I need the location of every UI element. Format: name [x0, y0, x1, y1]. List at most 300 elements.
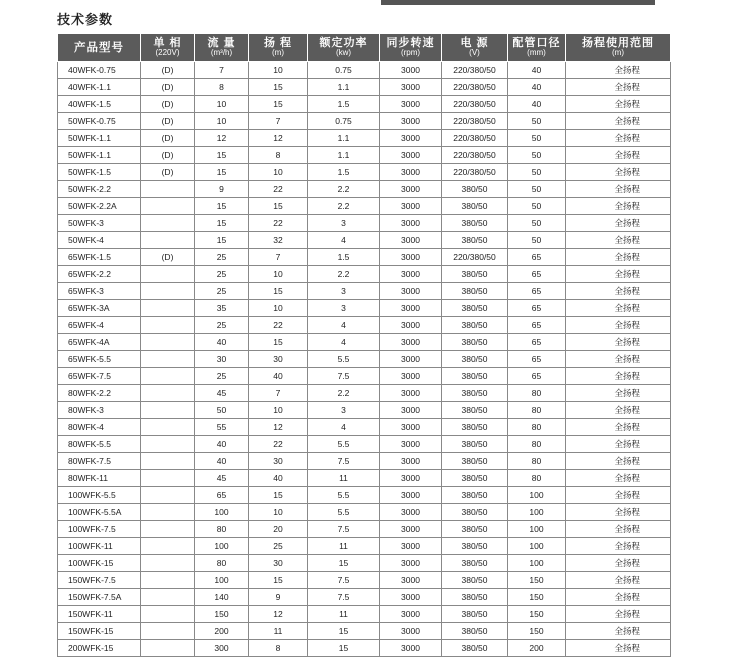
- col-header-power-supply-label: 电 源: [460, 36, 489, 49]
- flow-cell: 80: [195, 555, 249, 572]
- model-cell: 65WFK-3: [58, 283, 141, 300]
- table-row: [58, 521, 671, 538]
- table-row: [58, 470, 671, 487]
- power-supply-cell: 380/50: [442, 419, 508, 436]
- flow-cell: 25: [195, 249, 249, 266]
- head-cell: 11: [249, 623, 308, 640]
- power-supply-cell: 380/50: [442, 572, 508, 589]
- head-cell: 22: [249, 181, 308, 198]
- speed-cell: 3000: [380, 317, 442, 334]
- power-cell: 15: [308, 555, 380, 572]
- head-range-cell: 全扬程: [566, 385, 671, 402]
- table-row: [58, 402, 671, 419]
- model-cell: 40WFK-1.5: [58, 96, 141, 113]
- head-range-cell: 全扬程: [566, 521, 671, 538]
- speed-cell: 3000: [380, 470, 442, 487]
- power-supply-cell: 380/50: [442, 470, 508, 487]
- speed-cell: 3000: [380, 436, 442, 453]
- flow-cell: 10: [195, 113, 249, 130]
- head-cell: 10: [249, 504, 308, 521]
- power-cell: 1.5: [308, 96, 380, 113]
- flow-cell: 15: [195, 232, 249, 249]
- single-phase-cell: [141, 470, 195, 487]
- col-header-head-range: [566, 34, 671, 62]
- speed-cell: 3000: [380, 215, 442, 232]
- speed-cell: 3000: [380, 385, 442, 402]
- pipe-diameter-cell: 65: [508, 334, 566, 351]
- single-phase-cell: [141, 589, 195, 606]
- power-cell: 7.5: [308, 368, 380, 385]
- head-range-cell: 全扬程: [566, 198, 671, 215]
- head-cell: 7: [249, 113, 308, 130]
- speed-cell: 3000: [380, 351, 442, 368]
- table-row: [58, 589, 671, 606]
- pipe-diameter-cell: 65: [508, 368, 566, 385]
- flow-cell: 150: [195, 606, 249, 623]
- pipe-diameter-cell: 150: [508, 623, 566, 640]
- speed-cell: 3000: [380, 419, 442, 436]
- speed-cell: 3000: [380, 113, 442, 130]
- single-phase-cell: (D): [141, 62, 195, 79]
- speed-cell: 3000: [380, 164, 442, 181]
- pipe-diameter-cell: 100: [508, 555, 566, 572]
- col-header-head-range-unit: (m): [612, 47, 624, 57]
- speed-cell: 3000: [380, 606, 442, 623]
- single-phase-cell: [141, 623, 195, 640]
- power-supply-cell: 220/380/50: [442, 62, 508, 79]
- flow-cell: 12: [195, 130, 249, 147]
- single-phase-cell: (D): [141, 249, 195, 266]
- pipe-diameter-cell: 65: [508, 300, 566, 317]
- model-cell: 40WFK-0.75: [58, 62, 141, 79]
- speed-cell: 3000: [380, 623, 442, 640]
- model-cell: 150WFK-7.5: [58, 572, 141, 589]
- table-row: [58, 555, 671, 572]
- power-cell: 4: [308, 334, 380, 351]
- head-range-cell: 全扬程: [566, 555, 671, 572]
- power-supply-cell: 380/50: [442, 504, 508, 521]
- power-supply-cell: 380/50: [442, 436, 508, 453]
- model-cell: 80WFK-11: [58, 470, 141, 487]
- flow-cell: 50: [195, 402, 249, 419]
- power-supply-cell: 380/50: [442, 215, 508, 232]
- flow-cell: 40: [195, 334, 249, 351]
- pipe-diameter-cell: 40: [508, 96, 566, 113]
- power-supply-cell: 380/50: [442, 198, 508, 215]
- flow-cell: 45: [195, 470, 249, 487]
- head-range-cell: 全扬程: [566, 215, 671, 232]
- power-supply-cell: 380/50: [442, 334, 508, 351]
- head-range-cell: 全扬程: [566, 164, 671, 181]
- model-cell: 65WFK-4A: [58, 334, 141, 351]
- pipe-diameter-cell: 150: [508, 589, 566, 606]
- table-row: [58, 198, 671, 215]
- col-header-speed-label: 同步转速: [386, 36, 435, 49]
- table-row: [58, 79, 671, 96]
- head-cell: 12: [249, 606, 308, 623]
- pipe-diameter-cell: 50: [508, 164, 566, 181]
- head-cell: 10: [249, 300, 308, 317]
- head-cell: 15: [249, 334, 308, 351]
- model-cell: 40WFK-1.1: [58, 79, 141, 96]
- speed-cell: 3000: [380, 130, 442, 147]
- table-row: [58, 351, 671, 368]
- flow-cell: 9: [195, 181, 249, 198]
- power-supply-cell: 380/50: [442, 555, 508, 572]
- model-cell: 80WFK-2.2: [58, 385, 141, 402]
- power-cell: 3: [308, 283, 380, 300]
- power-supply-cell: 380/50: [442, 606, 508, 623]
- col-header-pipe-diameter-unit: (mm): [527, 47, 546, 57]
- flow-cell: 40: [195, 436, 249, 453]
- head-cell: 15: [249, 79, 308, 96]
- flow-cell: 200: [195, 623, 249, 640]
- single-phase-cell: [141, 351, 195, 368]
- power-supply-cell: 220/380/50: [442, 79, 508, 96]
- speed-cell: 3000: [380, 79, 442, 96]
- speed-cell: 3000: [380, 147, 442, 164]
- table-row: [58, 419, 671, 436]
- single-phase-cell: [141, 266, 195, 283]
- col-header-single-phase-label: 单 相: [153, 36, 182, 49]
- head-cell: 15: [249, 283, 308, 300]
- model-cell: 100WFK-5.5A: [58, 504, 141, 521]
- head-range-cell: 全扬程: [566, 504, 671, 521]
- power-cell: 3: [308, 215, 380, 232]
- speed-cell: 3000: [380, 572, 442, 589]
- head-cell: 8: [249, 640, 308, 657]
- single-phase-cell: [141, 436, 195, 453]
- flow-cell: 55: [195, 419, 249, 436]
- power-supply-cell: 380/50: [442, 589, 508, 606]
- head-cell: 22: [249, 215, 308, 232]
- head-range-cell: 全扬程: [566, 266, 671, 283]
- col-header-power-label: 额定功率: [319, 36, 368, 49]
- model-cell: 80WFK-4: [58, 419, 141, 436]
- power-supply-cell: 220/380/50: [442, 130, 508, 147]
- single-phase-cell: [141, 368, 195, 385]
- flow-cell: 100: [195, 572, 249, 589]
- power-supply-cell: 220/380/50: [442, 96, 508, 113]
- single-phase-cell: (D): [141, 130, 195, 147]
- speed-cell: 3000: [380, 521, 442, 538]
- single-phase-cell: [141, 317, 195, 334]
- speed-cell: 3000: [380, 300, 442, 317]
- head-cell: 12: [249, 419, 308, 436]
- col-header-head: [249, 34, 308, 62]
- single-phase-cell: [141, 215, 195, 232]
- power-cell: 5.5: [308, 487, 380, 504]
- power-supply-cell: 380/50: [442, 300, 508, 317]
- power-cell: 5.5: [308, 351, 380, 368]
- pipe-diameter-cell: 100: [508, 504, 566, 521]
- head-range-cell: 全扬程: [566, 538, 671, 555]
- power-supply-cell: 220/380/50: [442, 164, 508, 181]
- col-header-single-phase: [141, 34, 195, 62]
- speed-cell: 3000: [380, 555, 442, 572]
- head-cell: 22: [249, 317, 308, 334]
- power-cell: 1.1: [308, 147, 380, 164]
- flow-cell: 10: [195, 96, 249, 113]
- section-title: 技术参数: [57, 12, 114, 27]
- table-row: [58, 300, 671, 317]
- head-cell: 32: [249, 232, 308, 249]
- pipe-diameter-cell: 40: [508, 79, 566, 96]
- table-row: [58, 368, 671, 385]
- single-phase-cell: (D): [141, 147, 195, 164]
- head-cell: 30: [249, 351, 308, 368]
- single-phase-cell: [141, 300, 195, 317]
- power-cell: 7.5: [308, 572, 380, 589]
- speed-cell: 3000: [380, 538, 442, 555]
- pipe-diameter-cell: 200: [508, 640, 566, 657]
- head-range-cell: 全扬程: [566, 113, 671, 130]
- flow-cell: 25: [195, 317, 249, 334]
- pipe-diameter-cell: 65: [508, 283, 566, 300]
- pipe-diameter-cell: 150: [508, 606, 566, 623]
- model-cell: 150WFK-15: [58, 623, 141, 640]
- head-range-cell: 全扬程: [566, 249, 671, 266]
- table-row: [58, 181, 671, 198]
- pipe-diameter-cell: 50: [508, 113, 566, 130]
- model-cell: 50WFK-1.1: [58, 147, 141, 164]
- speed-cell: 3000: [380, 181, 442, 198]
- head-cell: 30: [249, 453, 308, 470]
- col-header-pipe-diameter-label: 配管口径: [512, 36, 561, 49]
- power-cell: 2.2: [308, 385, 380, 402]
- table-row: [58, 266, 671, 283]
- table-row: [58, 317, 671, 334]
- model-cell: 65WFK-4: [58, 317, 141, 334]
- power-cell: 3: [308, 300, 380, 317]
- flow-cell: 100: [195, 504, 249, 521]
- speed-cell: 3000: [380, 368, 442, 385]
- head-cell: 8: [249, 147, 308, 164]
- single-phase-cell: (D): [141, 96, 195, 113]
- table-row: [58, 436, 671, 453]
- table-row: [58, 283, 671, 300]
- head-range-cell: 全扬程: [566, 283, 671, 300]
- power-cell: 7.5: [308, 521, 380, 538]
- pipe-diameter-cell: 40: [508, 62, 566, 79]
- head-cell: 10: [249, 402, 308, 419]
- model-cell: 65WFK-3A: [58, 300, 141, 317]
- speed-cell: 3000: [380, 487, 442, 504]
- power-supply-cell: 380/50: [442, 317, 508, 334]
- power-supply-cell: 380/50: [442, 640, 508, 657]
- flow-cell: 100: [195, 538, 249, 555]
- single-phase-cell: [141, 538, 195, 555]
- single-phase-cell: [141, 640, 195, 657]
- power-cell: 5.5: [308, 504, 380, 521]
- model-cell: 50WFK-3: [58, 215, 141, 232]
- head-cell: 20: [249, 521, 308, 538]
- head-range-cell: 全扬程: [566, 232, 671, 249]
- table-row: [58, 147, 671, 164]
- model-cell: 200WFK-15: [58, 640, 141, 657]
- pipe-diameter-cell: 50: [508, 232, 566, 249]
- model-cell: 100WFK-5.5: [58, 487, 141, 504]
- table-row: [58, 164, 671, 181]
- head-cell: 7: [249, 249, 308, 266]
- speed-cell: 3000: [380, 266, 442, 283]
- power-supply-cell: 220/380/50: [442, 113, 508, 130]
- col-header-speed-unit: (rpm): [400, 47, 421, 57]
- model-cell: 80WFK-3: [58, 402, 141, 419]
- single-phase-cell: [141, 232, 195, 249]
- single-phase-cell: [141, 453, 195, 470]
- flow-cell: 25: [195, 266, 249, 283]
- flow-cell: 45: [195, 385, 249, 402]
- model-cell: 50WFK-2.2: [58, 181, 141, 198]
- flow-cell: 15: [195, 164, 249, 181]
- single-phase-cell: [141, 181, 195, 198]
- table-row: [58, 623, 671, 640]
- col-header-power: [308, 34, 380, 62]
- col-header-head-range-label: 扬程使用范围: [582, 36, 654, 49]
- model-cell: 150WFK-11: [58, 606, 141, 623]
- power-cell: 5.5: [308, 436, 380, 453]
- head-range-cell: 全扬程: [566, 436, 671, 453]
- flow-cell: 140: [195, 589, 249, 606]
- flow-cell: 25: [195, 283, 249, 300]
- power-cell: 11: [308, 470, 380, 487]
- model-cell: 150WFK-7.5A: [58, 589, 141, 606]
- single-phase-cell: [141, 521, 195, 538]
- model-cell: 100WFK-7.5: [58, 521, 141, 538]
- model-cell: 65WFK-1.5: [58, 249, 141, 266]
- table-row: [58, 96, 671, 113]
- table-row: [58, 572, 671, 589]
- power-supply-cell: 380/50: [442, 283, 508, 300]
- col-header-flow-unit: (m³/h): [210, 47, 233, 57]
- head-range-cell: 全扬程: [566, 470, 671, 487]
- speed-cell: 3000: [380, 62, 442, 79]
- power-supply-cell: 380/50: [442, 402, 508, 419]
- pipe-diameter-cell: 100: [508, 521, 566, 538]
- power-supply-cell: 380/50: [442, 487, 508, 504]
- col-header-power-supply-unit: (V): [469, 47, 480, 57]
- model-cell: 50WFK-0.75: [58, 113, 141, 130]
- head-cell: 30: [249, 555, 308, 572]
- head-range-cell: 全扬程: [566, 147, 671, 164]
- power-cell: 1.5: [308, 249, 380, 266]
- head-cell: 12: [249, 130, 308, 147]
- col-header-single-phase-unit: (220V): [155, 47, 180, 57]
- power-cell: 15: [308, 640, 380, 657]
- model-cell: 50WFK-1.1: [58, 130, 141, 147]
- table-row: [58, 453, 671, 470]
- col-header-speed: [380, 34, 442, 62]
- head-range-cell: 全扬程: [566, 402, 671, 419]
- head-cell: 15: [249, 96, 308, 113]
- head-range-cell: 全扬程: [566, 62, 671, 79]
- flow-cell: 15: [195, 215, 249, 232]
- pipe-diameter-cell: 50: [508, 198, 566, 215]
- flow-cell: 300: [195, 640, 249, 657]
- flow-cell: 8: [195, 79, 249, 96]
- pipe-diameter-cell: 80: [508, 436, 566, 453]
- single-phase-cell: [141, 504, 195, 521]
- pipe-diameter-cell: 65: [508, 351, 566, 368]
- model-cell: 50WFK-2.2A: [58, 198, 141, 215]
- table-row: [58, 538, 671, 555]
- single-phase-cell: (D): [141, 79, 195, 96]
- model-cell: 100WFK-15: [58, 555, 141, 572]
- single-phase-cell: [141, 555, 195, 572]
- power-cell: 0.75: [308, 113, 380, 130]
- power-cell: 2.2: [308, 266, 380, 283]
- top-edge-bar: [381, 0, 655, 5]
- single-phase-cell: [141, 402, 195, 419]
- power-cell: 4: [308, 232, 380, 249]
- speed-cell: 3000: [380, 198, 442, 215]
- spec-table: [57, 33, 671, 657]
- flow-cell: 15: [195, 147, 249, 164]
- flow-cell: 25: [195, 368, 249, 385]
- col-header-pipe-diameter: [508, 34, 566, 62]
- model-cell: 65WFK-5.5: [58, 351, 141, 368]
- pipe-diameter-cell: 80: [508, 402, 566, 419]
- head-cell: 9: [249, 589, 308, 606]
- table-row: [58, 504, 671, 521]
- single-phase-cell: [141, 283, 195, 300]
- pipe-diameter-cell: 65: [508, 317, 566, 334]
- flow-cell: 35: [195, 300, 249, 317]
- power-supply-cell: 220/380/50: [442, 147, 508, 164]
- single-phase-cell: [141, 606, 195, 623]
- pipe-diameter-cell: 80: [508, 470, 566, 487]
- head-range-cell: 全扬程: [566, 334, 671, 351]
- col-header-flow-label: 流 量: [207, 36, 236, 49]
- power-supply-cell: 380/50: [442, 266, 508, 283]
- single-phase-cell: (D): [141, 164, 195, 181]
- head-cell: 10: [249, 62, 308, 79]
- speed-cell: 3000: [380, 96, 442, 113]
- pipe-diameter-cell: 50: [508, 130, 566, 147]
- pipe-diameter-cell: 80: [508, 453, 566, 470]
- model-cell: 80WFK-5.5: [58, 436, 141, 453]
- power-cell: 1.1: [308, 79, 380, 96]
- table-row: [58, 130, 671, 147]
- table-row: [58, 487, 671, 504]
- power-supply-cell: 380/50: [442, 385, 508, 402]
- flow-cell: 15: [195, 198, 249, 215]
- speed-cell: 3000: [380, 504, 442, 521]
- pipe-diameter-cell: 65: [508, 249, 566, 266]
- head-range-cell: 全扬程: [566, 351, 671, 368]
- head-cell: 15: [249, 572, 308, 589]
- head-range-cell: 全扬程: [566, 317, 671, 334]
- speed-cell: 3000: [380, 249, 442, 266]
- col-header-power-supply: [442, 34, 508, 62]
- power-cell: 11: [308, 606, 380, 623]
- head-cell: 40: [249, 368, 308, 385]
- pipe-diameter-cell: 50: [508, 147, 566, 164]
- head-range-cell: 全扬程: [566, 96, 671, 113]
- spec-table-body: [58, 62, 671, 657]
- head-cell: 7: [249, 385, 308, 402]
- pipe-diameter-cell: 50: [508, 215, 566, 232]
- head-range-cell: 全扬程: [566, 589, 671, 606]
- pipe-diameter-cell: 50: [508, 181, 566, 198]
- col-header-model-label: 产品型号: [74, 41, 124, 54]
- single-phase-cell: [141, 198, 195, 215]
- table-row: [58, 606, 671, 623]
- power-supply-cell: 380/50: [442, 521, 508, 538]
- power-supply-cell: 220/380/50: [442, 249, 508, 266]
- table-row: [58, 249, 671, 266]
